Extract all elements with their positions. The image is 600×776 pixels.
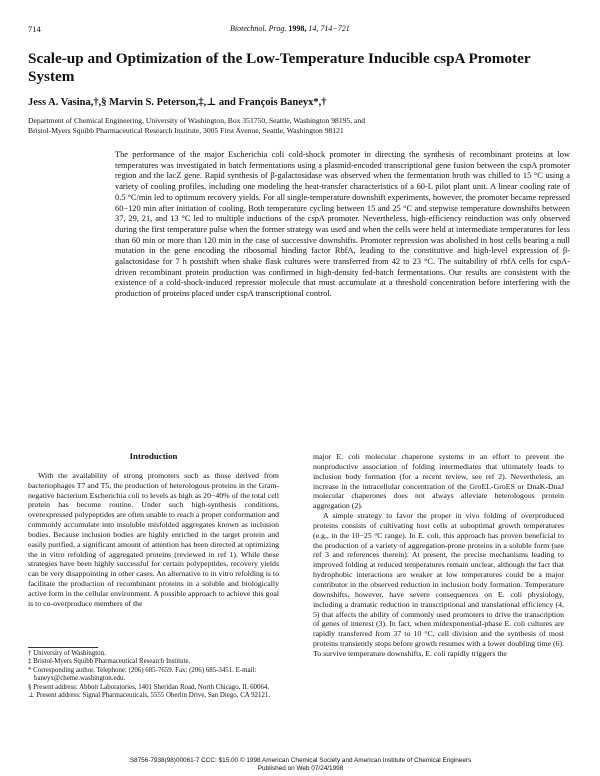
article-title: Scale-up and Optimization of the Low-Temperature Inducible cspA Promoter System — [28, 50, 531, 85]
affiliations — [28, 116, 578, 136]
authors: Jess A. Vasina,†,§ Marvin S. Peterson,‡,⊥ and François Baneyx*,† — [28, 97, 327, 108]
intro-paragraph: major E. coli molecular chaperone systems in an effort to prevent the nonproductive association of folding intermediates that ultimately leads to inclusion body formation (for a recent review, see ref 2). Nevertheless, an increase in the intracellular concentration of the GroEL-GroES or DnaK-DnaJ molecular chaperones does not always alleviate heterologous protein aggregation (2). — [313, 452, 564, 511]
abstract: The performance of the major Escherichia coli cold-shock promoter in directing the synthesis of recombinant proteins at low temperatures was investigated in batch fermentations using a plasmid-encoded transcriptional gene fusion between the cspA promoter region and the lacZ gene. Rapid synthesis of β-galactosidase was observed when the fermentation broth was chilled to 15 °C using a variety of cooling profiles, including one modeling the heat-transfer characteristics of a 60-L pilot plant unit. A linear cooling rate of 0.5 °C/min led to optimum recovery yields. For all single-temperature downshift experiments, however, the promoter became repressed 60−120 min after initiation of cooling. Both temperature cycling between 15 and 25 °C and stepwise temperature downshifts between 37, 29, 21, and 13 °C led to multiple inductions of the cspA promoter. Nevertheless, high-efficiency reinduction was only observed during the first temperature pulse when the former strategy was used and when the cells were held at intermediate temperatures for less than 60 min or more than 120 min in the case of successive downshifts. Promoter repression was abolished in host cells bearing a null mutation in the gene encoding the ribosomal binding factor RbfA, leading to the constitutive and high-level expression of β-galactosidase for 7 h postshift when shake flask cultures were transferred from 42 to 23 °C. The suitability of rbfA cells for cspA-driven recombinant protein production was confirmed in high-density fed-batch fermentations. Our results are consistent with the existence of a cold-shock-induced repressor molecule that must accumulate at a threshold concentration before interfering with the production of proteins placed under cspA transcriptional control. — [115, 150, 570, 299]
journal-name: Biotechnol. Prog. — [230, 24, 287, 33]
journal-volume: 14, — [308, 24, 319, 33]
footnote: * Corresponding author. Telephone: (206) 685-7659. Fax: (206) 685-3451. E-mail: baneyx@cheme.washington.edu. — [28, 666, 257, 683]
page-footer — [28, 757, 573, 773]
journal-pages: 714−721 — [320, 24, 350, 33]
section-heading-introduction: Introduction — [129, 451, 178, 461]
footnote-divider — [28, 647, 98, 648]
footnotes — [28, 650, 279, 700]
affiliation-2: Bristol-Myers Squibb Pharmaceutical Research Institute, 3005 First Avenue, Seattle, Washington 98121 — [28, 126, 344, 135]
footnote: § Present address: Abbott Laboratories, 1401 Sheridan Road, North Chicago, IL 60064. — [28, 683, 270, 691]
journal-citation — [230, 24, 350, 33]
affiliation-1: Department of Chemical Engineering, University of Washington, Box 351750, Seattle, Washington 98195, and — [28, 116, 365, 125]
intro-paragraph: With the availability of strong promoters such as those derived from bacteriophages T7 and T5, the production of heterologous proteins in the Gram-negative bacterium Escherichia coli to levels as high as 20−40% of the total cell protein has become routine. Under such high-synthesis conditions, overexpressed polypeptides are often unable to reach a proper conformation and commonly accumulate into insoluble misfolded aggregates known as inclusion bodies. Because inclusion bodies are highly enriched in the target protein and easily purified, a significant amount of attention has been directed at optimizing the in vitro refolding of aggregated proteins (reviewed in ref 1). While these strategies have been highly successful for certain polypeptides, recovery yields can be very disappointing in other cases. An alternative to in vitro refolding is to facilitate the production of recombinant proteins in a soluble and biologically active form in the cellular environment. A possible approach to achieve this goal is to co-overproduce members of the — [28, 470, 279, 608]
page-number: 714 — [28, 24, 41, 34]
footer-copyright: S8756-7938(98)00061-7 CCC: $15.00 © 1998 American Chemical Society and American Institute of Chemical Engineers — [129, 757, 472, 764]
footnote: ‡ Bristol-Myers Squibb Pharmaceutical Research Institute. — [28, 658, 191, 666]
journal-year: 1998, — [288, 24, 307, 33]
footnote: † University of Washington. — [28, 650, 106, 657]
intro-paragraph: A simple strategy to favor the proper in vivo folding of overproduced proteins consists of cultivating host cells at suboptimal growth temperatures (e.g., in the 10−25 °C range). In E. coli, this approach has proven beneficial to the production of a variety of aggregation-prone proteins in a soluble form (see ref 3 and references therein). At present, the precise mechanisms leading to improved folding at reduced temperatures remain unclear, although the fact that hydrophobic interactions are weaker at low temperatures could be a major contributor in the observed reduction in inclusion body formation. Temperature downshifts, however, have severe consequences on E. coli physiology, including a dramatic reduction in transcriptional and translational efficiency (4, 5) that affects the ability of commonly used promoters to drive the transcription of genes of interest (3). In fact, when midexponential-phase E. coli cultures are rapidly transferred from 37 to 10 °C, cell division and the synthesis of most proteins transiently stops before growth resumes with a lower doubling time (6). To survive temperature downshifts, E. coli rapidly triggers the — [313, 511, 564, 658]
left-column — [28, 452, 279, 609]
footnote: ⊥ Present address: Signal Pharmaceuticals, 5555 Oberlin Drive, San Diego, CA 92121. — [28, 692, 271, 700]
footer-published: Published on Web 07/24/1998 — [257, 765, 344, 772]
right-column — [313, 452, 564, 659]
